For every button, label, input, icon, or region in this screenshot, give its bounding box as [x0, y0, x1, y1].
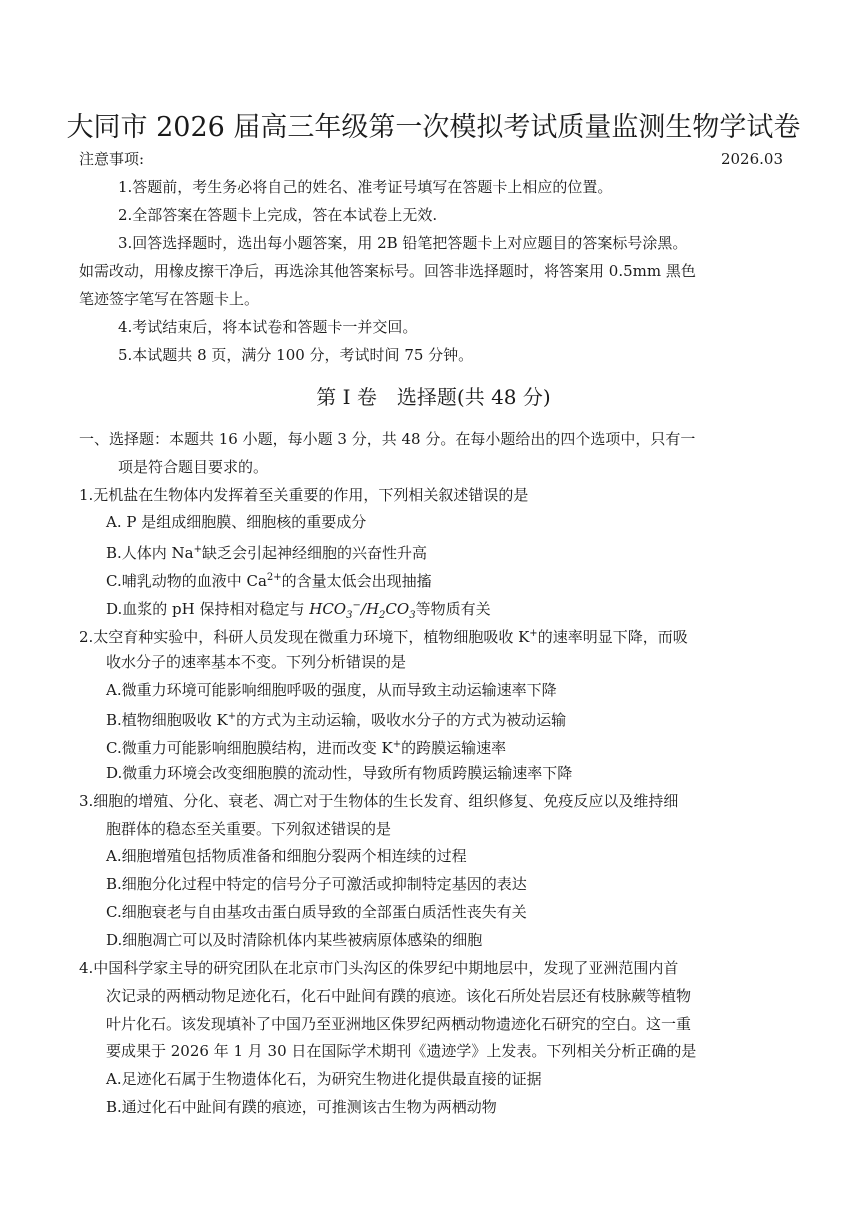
superscript: + [193, 544, 203, 555]
question-stem: 1.无机盐在生物体内发挥着至关重要的作用，下列相关叙述错误的是 [79, 486, 529, 504]
formula-part: / [360, 600, 366, 618]
section-instruction: 一、选择题：本题共 16 小题，每小题 3 分，共 48 分。在每小题给出的四个选项中，只有一 [79, 430, 696, 448]
option-text: 等物质有关 [415, 600, 491, 618]
subscript: 3 [346, 610, 353, 621]
option-text: D.血浆的 pH 保持相对稳定与 [106, 600, 310, 618]
exam-title: 大同市 2026 届高三年级第一次模拟考试质量监测生物学试卷 [66, 112, 801, 143]
subscript: 2 [379, 610, 386, 621]
option-c [106, 564, 432, 595]
notice-item: 如需改动，用橡皮擦干净后，再选涂其他答案标号。回答非选择题时，将答案用 0.5mm 黑色 [79, 262, 696, 280]
option-c: C.细胞衰老与自由基攻击蛋白质导致的全部蛋白质活性丧失有关 [106, 903, 527, 921]
question-stem: 收水分子的速率基本不变。下列分析错误的是 [106, 653, 407, 671]
question-stem: 胞群体的稳态至关重要。下列叙述错误的是 [106, 820, 392, 838]
option-text: 缺乏会引起神经细胞的兴奋性升高 [202, 544, 428, 562]
option-text: B.植物细胞吸收 K [106, 711, 228, 729]
option-b: B.细胞分化过程中特定的信号分子可激活或抑制特定基因的表达 [106, 875, 527, 893]
superscript: 2+ [266, 572, 282, 583]
superscript: + [392, 739, 402, 750]
option-text: 的方式为主动运输，吸收水分子的方式为被动运输 [236, 711, 567, 729]
option-c [106, 731, 506, 762]
notice-item: 1.答题前，考生务必将自己的姓名、准考证号填写在答题卡上相应的位置。 [118, 178, 613, 196]
notice-label: 注意事项: [79, 150, 145, 168]
question-stem: 叶片化石。该发现填补了中国乃至亚洲地区侏罗纪两栖动物遗迹化石研究的空白。这一重 [106, 1015, 692, 1033]
option-b [106, 536, 427, 567]
superscript: + [529, 628, 538, 639]
notice-item: 2.全部答案在答题卡上完成，答在本试卷上无效. [118, 206, 438, 224]
stem-text: 的速率明显下降，而吸 [537, 628, 688, 646]
notice-item: 笔迹签字笔写在答题卡上。 [79, 290, 260, 308]
option-text: 的跨膜运输速率 [401, 739, 507, 757]
question-stem: 3.细胞的增殖、分化、衰老、凋亡对于生物体的生长发育、组织修复、免疫反应以及维持细 [79, 792, 679, 810]
formula-part: H [365, 600, 380, 618]
section-instruction: 项是符合题目要求的。 [118, 458, 269, 476]
option-d: D.细胞凋亡可以及时清除机体内某些被病原体感染的细胞 [106, 931, 483, 949]
question-stem: 要成果于 2026 年 1 月 30 日在国际学术期刊《遗迹学》上发表。下列相关分析正确的是 [106, 1042, 697, 1060]
superscript: − [352, 600, 361, 611]
formula-part: HCO [309, 600, 347, 618]
stem-text: 2.太空育种实验中，科研人员发现在微重力环境下，植物细胞吸收 K [79, 628, 530, 646]
chemical-formula [309, 600, 416, 621]
option-a: A. P 是组成细胞膜、细胞核的重要成分 [106, 513, 367, 531]
option-d: D.微重力环境会改变细胞膜的流动性，导致所有物质跨膜运输速率下降 [106, 764, 573, 782]
option-text: B.人体内 Na [106, 544, 194, 562]
option-text: 的含量太低会出现抽搐 [281, 572, 432, 590]
question-stem: 4.中国科学家主导的研究团队在北京市门头沟区的侏罗纪中期地层中，发现了亚洲范围内首 [79, 959, 679, 977]
option-a: A.微重力环境可能影响细胞呼吸的强度，从而导致主动运输速率下降 [106, 681, 557, 699]
option-b: B.通过化石中趾间有蹼的痕迹，可推测该古生物为两栖动物 [106, 1098, 497, 1116]
question-stem: 次记录的两栖动物足迹化石，化石中趾间有蹼的痕迹。该化石所处岩层还有枝脉蕨等植物 [106, 987, 692, 1005]
notice-item: 4.考试结束后，将本试卷和答题卡一并交回。 [118, 318, 418, 336]
exam-date: 2026.03 [720, 150, 783, 168]
notice-item: 3.回答选择题时，选出每小题答案，用 2B 铅笔把答题卡上对应题目的答案标号涂黑。 [118, 234, 688, 252]
formula-part: CO [385, 600, 410, 618]
superscript: + [227, 711, 237, 722]
option-a: A.细胞增殖包括物质准备和细胞分裂两个相连续的过程 [106, 847, 467, 865]
option-text: C.哺乳动物的血液中 Ca [106, 572, 267, 590]
notice-item: 5.本试题共 8 页，满分 100 分，考试时间 75 分钟。 [118, 346, 474, 364]
question-stem [79, 620, 688, 651]
section-title: 第 I 卷 选择题(共 48 分) [316, 385, 551, 409]
option-b [106, 703, 566, 734]
subscript: 3 [409, 610, 416, 621]
option-text: C.微重力可能影响细胞膜结构，进而改变 K [106, 739, 393, 757]
option-a: A.足迹化石属于生物遗体化石，为研究生物进化提供最直接的证据 [106, 1070, 542, 1088]
